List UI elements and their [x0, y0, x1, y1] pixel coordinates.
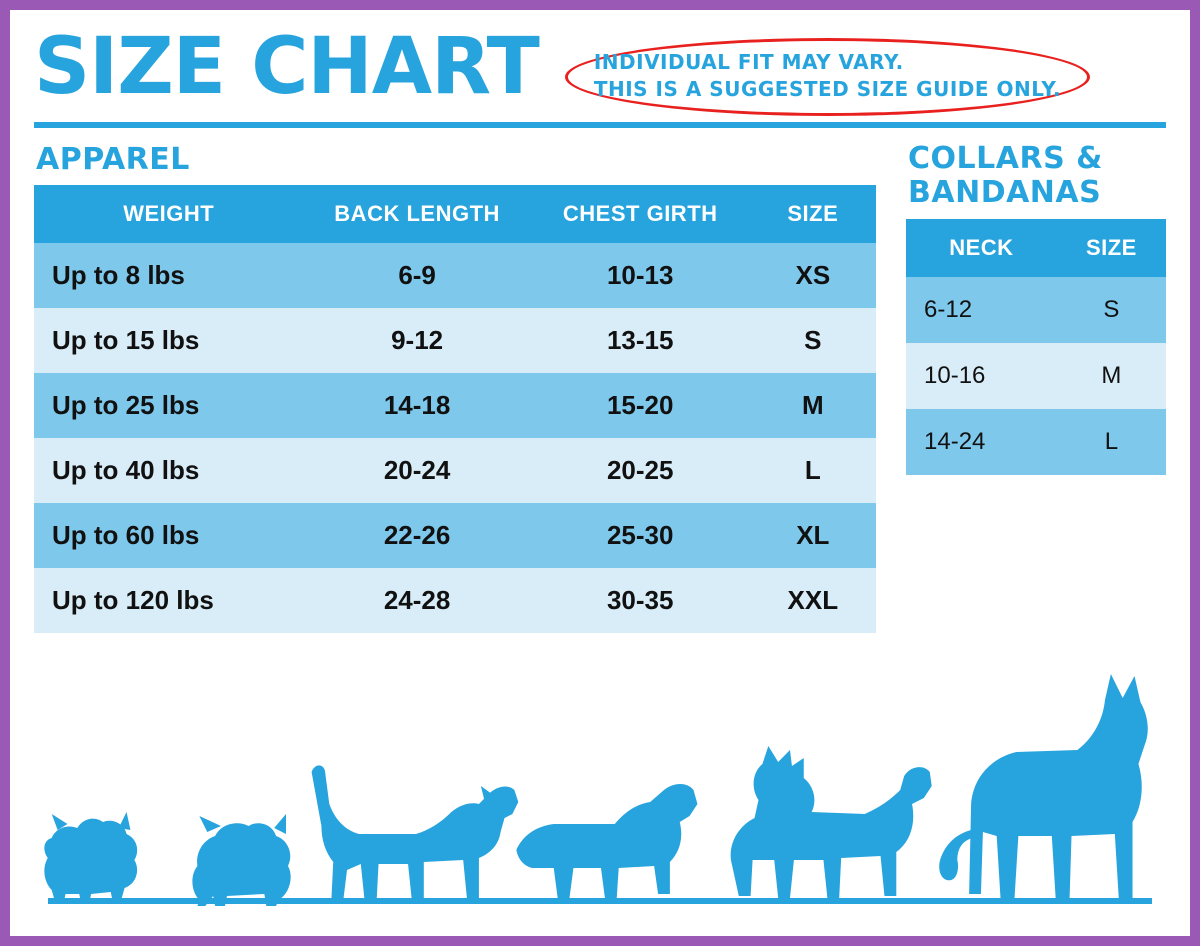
cell-size: XXL [787, 585, 839, 615]
cell-neck: 6-12 [924, 296, 973, 324]
cocker-spaniel-silhouette [516, 784, 697, 898]
collars-section-title [908, 142, 1166, 209]
cell-chest-girth: 20-25 [606, 455, 674, 485]
cell-size: L [804, 455, 821, 485]
cell-back-length: 9-12 [391, 325, 444, 355]
collars-col-neck: NECK [906, 219, 1057, 277]
cell-weight: Up to 60 lbs [52, 520, 200, 550]
pomeranian-silhouette [44, 812, 137, 904]
table-row [906, 343, 1166, 409]
apparel-col-chest-girth: CHEST GIRTH [531, 185, 750, 243]
cell-size: XS [795, 260, 831, 290]
cell-back-length: 24-28 [383, 585, 451, 615]
table-row [906, 409, 1166, 475]
cell-chest-girth: 25-30 [606, 520, 674, 550]
cell-neck: 14-24 [924, 428, 986, 456]
table-row [34, 373, 876, 438]
pug-silhouette [192, 814, 290, 906]
collars-col-size: SIZE [1057, 219, 1166, 277]
cell-size: M [1101, 362, 1122, 390]
cell-back-length: 22-26 [383, 520, 451, 550]
apparel-col-size: SIZE [750, 185, 876, 243]
cell-neck: 10-16 [924, 362, 986, 390]
cell-chest-girth: 15-20 [606, 390, 674, 420]
cell-chest-girth: 13-15 [606, 325, 674, 355]
cell-weight: Up to 40 lbs [52, 455, 200, 485]
cell-size: S [1103, 296, 1120, 324]
table-row [34, 568, 876, 633]
apparel-col-back-length: BACK LENGTH [303, 185, 530, 243]
cell-weight: Up to 25 lbs [52, 390, 200, 420]
cell-back-length: 14-18 [383, 390, 451, 420]
apparel-table-header-row [34, 185, 876, 243]
table-row [34, 243, 876, 308]
apparel-table [34, 185, 876, 633]
fit-disclaimer-callout [565, 38, 1090, 116]
apparel-section [34, 128, 876, 633]
fit-disclaimer-line-1: INDIVIDUAL FIT MAY VARY. [593, 50, 904, 74]
cell-size: S [804, 325, 822, 355]
cell-size: L [1104, 428, 1119, 456]
table-row [34, 308, 876, 373]
collars-table-header-row [906, 219, 1166, 277]
beagle-silhouette [312, 765, 519, 902]
cell-weight: Up to 120 lbs [52, 585, 214, 615]
collars-section [906, 128, 1166, 475]
apparel-col-weight: WEIGHT [34, 185, 303, 243]
page-title: SIZE CHART [34, 22, 539, 112]
collars-title-line-2: BANDANAS [908, 174, 1102, 210]
tables-row [34, 128, 1166, 633]
great-dane-silhouette [939, 674, 1148, 900]
cell-size: XL [796, 520, 830, 550]
table-row [34, 503, 876, 568]
apparel-section-title: APPAREL [36, 142, 190, 177]
terrier-silhouette [731, 746, 932, 898]
cell-size: M [802, 390, 824, 420]
cell-weight: Up to 15 lbs [52, 325, 200, 355]
cell-back-length: 20-24 [383, 455, 451, 485]
header [34, 24, 1166, 116]
collars-table [906, 219, 1166, 475]
cell-back-length: 6-9 [398, 260, 436, 290]
cell-weight: Up to 8 lbs [52, 260, 185, 290]
collars-title-line-1: COLLARS & [908, 141, 1103, 176]
ground-line [48, 898, 1152, 904]
cell-chest-girth: 30-35 [606, 585, 674, 615]
fit-disclaimer-line-2: THIS IS A SUGGESTED SIZE GUIDE ONLY. [593, 77, 1062, 101]
dog-silhouettes-illustration [34, 654, 1166, 914]
table-row [34, 438, 876, 503]
cell-chest-girth: 10-13 [606, 260, 674, 290]
table-row [906, 277, 1166, 343]
